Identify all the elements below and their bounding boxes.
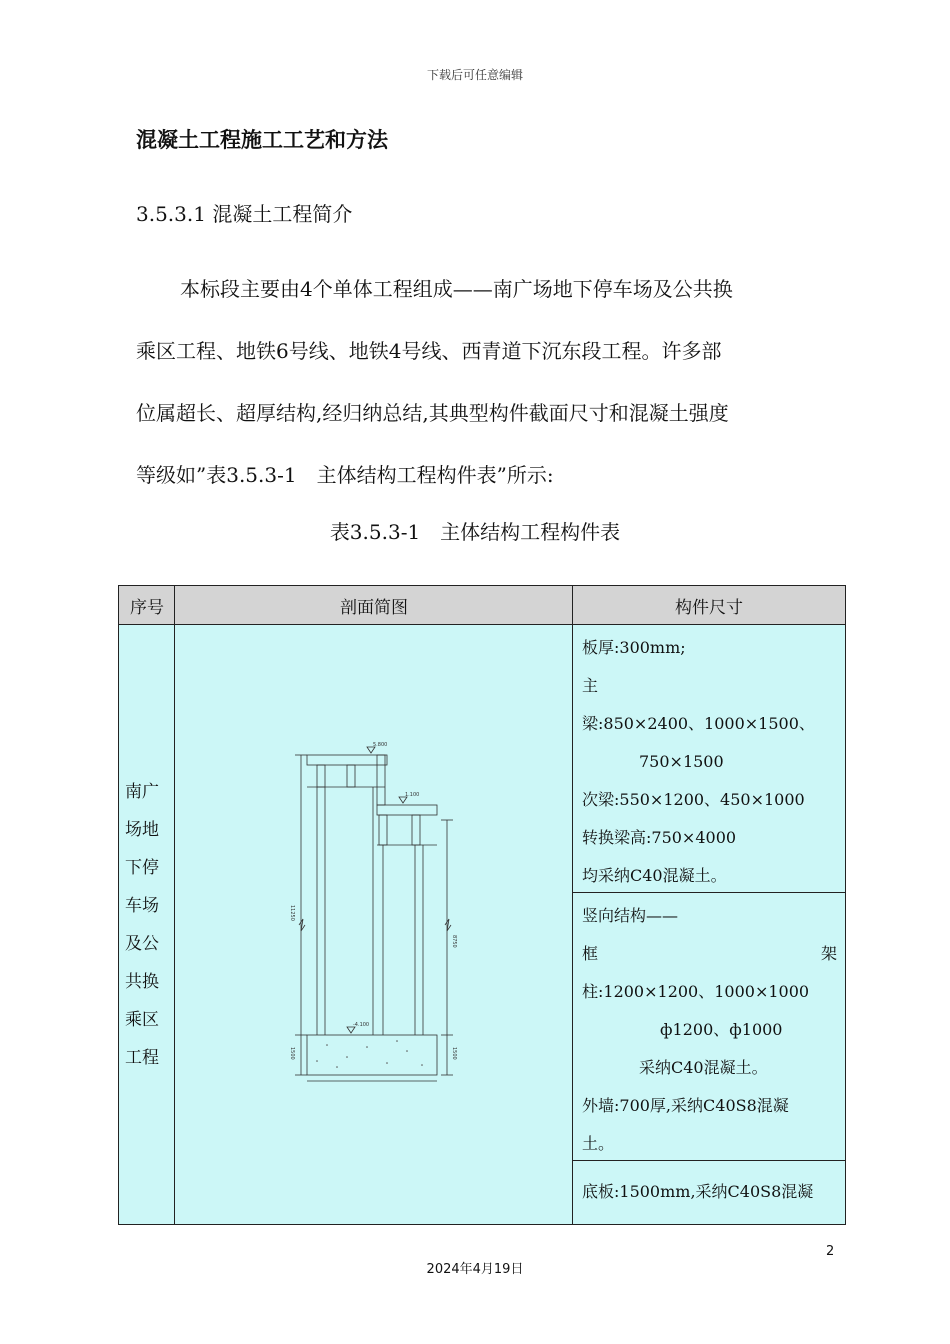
mid-slab <box>377 805 437 815</box>
beam <box>412 815 420 845</box>
spec-main-beam-b: 梁:850×2400、1000×1500、 <box>582 714 815 733</box>
elev-top: 5.800 <box>373 742 388 748</box>
base-slab <box>307 1035 437 1075</box>
spec-bottom-slab: 底板:1500mm,采纳C40S8混凝 <box>582 1182 814 1201</box>
header-size: 构件尺寸 <box>572 585 846 626</box>
dim-base-left-label: 1500 <box>289 1047 295 1060</box>
spec-vertical: 竖向结构—— <box>582 906 679 925</box>
dim-left-label: 11250 <box>289 905 295 921</box>
header-section: 剖面简图 <box>174 585 574 626</box>
page-number: 2 <box>826 1244 835 1259</box>
document-title: 混凝土工程施工工艺和方法 <box>136 128 388 152</box>
spec-concrete-2: 采纳C40混凝土。 <box>639 1058 768 1077</box>
spec-slab: 板厚:300mm; <box>582 638 686 657</box>
section-drawing-cell <box>174 624 574 1225</box>
section-drawing <box>287 735 457 1095</box>
table-caption: 表3.5.3-1 主体结构工程构件表 <box>329 520 621 544</box>
spec-diameter: ф1200、ф1000 <box>660 1020 783 1039</box>
spec-outer-wall-b: 土。 <box>582 1134 615 1153</box>
spec-outer-wall-a: 外墙:700厚,采纳C40S8混凝 <box>582 1096 789 1115</box>
intro-paragraph <box>136 258 840 506</box>
beam <box>379 815 387 845</box>
spec-block-vertical <box>572 892 846 1162</box>
spec-frame-b: 架 <box>820 944 837 963</box>
wall <box>377 755 385 805</box>
spec-column: 柱:1200×1200、1000×1000 <box>582 982 810 1001</box>
spec-block-bottom-slab <box>572 1160 846 1225</box>
row-label: 南广场地下停车场及公共换乘区工程 <box>125 782 159 1068</box>
spec-transfer-beam: 转换梁高:750×4000 <box>582 828 737 847</box>
elev-mid: 1.100 <box>405 792 420 798</box>
spec-frame-a: 框 <box>582 944 599 963</box>
top-slab <box>307 755 387 765</box>
paragraph-line: 乘区工程、地铁6号线、地铁4号线、西青道下沉东段工程。许多部 <box>136 339 722 363</box>
dim-base-right-label: 1500 <box>451 1047 457 1060</box>
spec-concrete-1: 均采纳C40混凝土。 <box>582 866 727 885</box>
row-label-cell <box>118 624 176 1225</box>
paragraph-line: 本标段主要由4个单体工程组成——南广场地下停车场及公共换 <box>180 277 733 301</box>
beam <box>347 765 355 787</box>
spec-block-slab-beam <box>572 624 846 894</box>
spec-main-beam-a: 主 <box>582 676 599 695</box>
header-seq: 序号 <box>118 585 176 626</box>
paragraph-line: 位属超长、超厚结构,经归纳总结,其典型构件截面尺寸和混凝土强度 <box>136 401 729 425</box>
spec-main-beam-c: 750×1500 <box>639 752 724 771</box>
component-table <box>118 585 846 1225</box>
paragraph-line: 等级如”表3.5.3-1 主体结构工程构件表”所示: <box>136 463 554 487</box>
footer-date: 2024年4月19日 <box>426 1262 524 1277</box>
section-heading: 3.5.3.1 混凝土工程简介 <box>136 202 353 226</box>
elev-bottom: -4.100 <box>353 1022 370 1028</box>
beam <box>317 765 325 787</box>
spec-secondary-beam: 次梁:550×1200、450×1000 <box>582 790 805 809</box>
spec-frame-line <box>582 935 837 973</box>
header-note: 下载后可任意编辑 <box>426 68 523 82</box>
dim-right-label: 8750 <box>451 935 457 948</box>
